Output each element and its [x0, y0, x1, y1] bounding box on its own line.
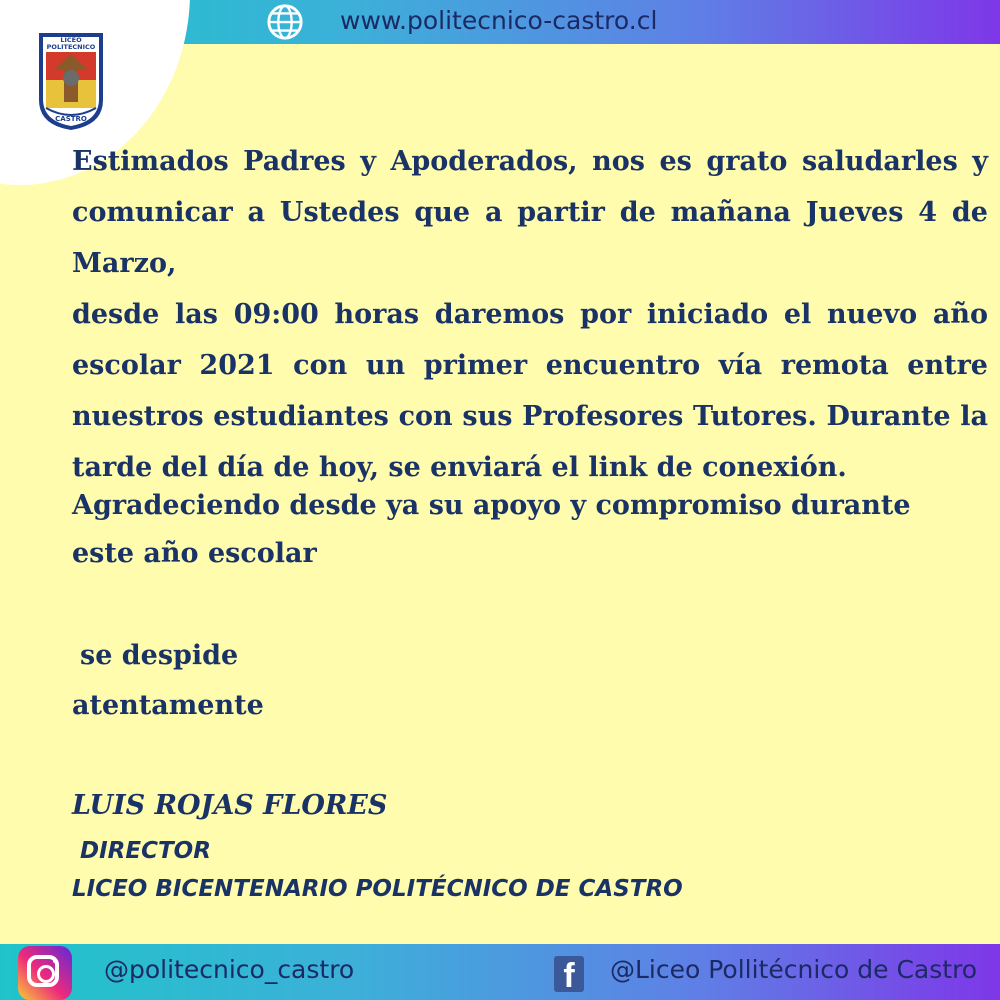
thanks-line-2: este año escolar: [72, 538, 317, 569]
facebook-handle[interactable]: @Liceo Pollitécnico de Castro: [610, 955, 978, 984]
svg-text:LICEO: LICEO: [60, 36, 82, 44]
thanks-line-1: Agradeciendo desde ya su apoyo y compromiso durante: [72, 490, 911, 521]
letter-paragraph: [72, 136, 988, 493]
website-link[interactable]: www.politecnico-castro.cl: [340, 6, 658, 35]
school-logo: [36, 30, 106, 132]
instagram-dot: [53, 959, 57, 963]
farewell-line-2: atentamente: [72, 690, 264, 721]
svg-text:POLITECNICO: POLITECNICO: [46, 43, 96, 51]
farewell-line-1: se despide: [80, 640, 239, 671]
instagram-icon[interactable]: [18, 946, 72, 1000]
svg-text:CASTRO: CASTRO: [55, 115, 87, 123]
paragraph-line: comunicar a Ustedes que a partir de mañana Jueves 4 de Marzo,: [72, 197, 988, 279]
paragraph-line: Estimados Padres y Apoderados, nos es grato saludarles y: [72, 146, 988, 177]
globe-icon: [266, 3, 304, 41]
paragraph-line: nuestros estudiantes con sus Profesores Tutores. Durante la: [72, 401, 988, 432]
instagram-handle[interactable]: @politecnico_castro: [104, 955, 355, 984]
signer-name: LUIS ROJAS FLORES: [72, 790, 388, 821]
paragraph-line: escolar 2021 con un primer encuentro vía remota entre: [72, 350, 988, 381]
paragraph-line: tarde del día de hoy, se enviará el link de conexión.: [72, 452, 847, 483]
school-name: LICEO BICENTENARIO POLITÉCNICO DE CASTRO: [72, 876, 683, 902]
signer-role: DIRECTOR: [80, 838, 211, 864]
paragraph-line: desde las 09:00 horas daremos por iniciado el nuevo año: [72, 299, 988, 330]
facebook-icon[interactable]: f: [554, 956, 584, 992]
